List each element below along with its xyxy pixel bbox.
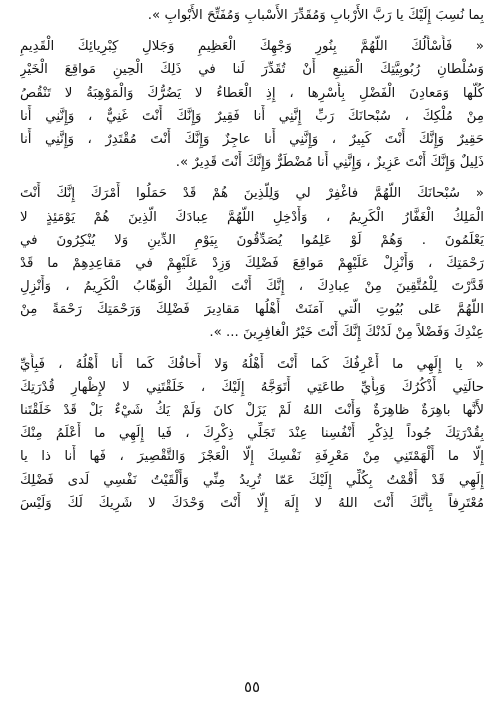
text-line: « يا إِلَهِي ما أَعْرِفُكَ كَما أَنْتَ أَهْلُهُ وَلا أَخافُكَ كَما أَنا أَهْلُهُ ، فَبِأَيِّ <box>20 356 484 372</box>
paragraph-1 <box>20 4 484 27</box>
text-line: وَسُلْطانِ رُبُوبِيَّتِكَ الْمَنِيعِ أَنْ تُقَدِّرَ لَنا في ذَلِكَ الْحِينِ مَواقِعَ الْخَيْرِ <box>20 62 484 78</box>
text-line: كُلَّها وَمَعادِنَ الْفَضْلِ بِأَسْرِها ، إِذِ الْعَطاءُ لا يَضُرُّكَ وَالْمَوْهِبَةُ لا تَنْقُصُ <box>20 85 484 101</box>
text-line: « سُبْحانَكَ اللَّهُمَّ فاغْفِرْ لي وَلِلَّذِينَ هُمْ قَدْ حَمَلُوا أَمْرَكَ إِنَّكَ أَنْتَ <box>20 186 484 202</box>
text-line: إِلَهِي قَدْ أَقْمْتُ بِكُلِّي إِلَيْكَ عَمّا تُرِيدُ مِنِّي وَأَلْقَيْتُ نَفْسِي لَدى فَضْلِكَ <box>20 472 484 488</box>
body-text <box>20 4 484 515</box>
page-number: ٥٥ <box>243 678 261 696</box>
paragraph-gap <box>20 174 484 182</box>
text-line: مُعْتَرِفاً بِأَنَّكَ أَنْتَ اللهُ لا إِلَهَ إِلّا أَنْتَ وَحْدَكَ لا شَرِيكَ لَكَ وَلَيْسَ <box>20 495 484 511</box>
text-line: بِما نُسِبَ إِلَيْكَ يا رَبَّ الأَرْبابِ وَمُقَدِّرَ الأَسْبابِ وَمُفَتِّحَ الأَبْوابِ ». <box>147 8 484 23</box>
paragraph-2 <box>20 35 484 174</box>
text-line: الْمَلِكُ الْغَفَّارُ الْكَرِيمُ ، وَأَدْخِلِ اللَّهُمَّ عِبادَكَ الَّذِينَ هُمْ يَوْمَئِذٍ لا <box>20 209 484 225</box>
text-line: عِنْدِكَ وَفَضْلاً مِنْ لَدُنْكَ إِنَّكَ أَنْتَ خَيْرُ الْغافِرِينَ ... ». <box>209 325 484 341</box>
text-line: حَقِيرٌ وَإِنَّكَ أَنْتَ كَبِيرٌ ، وَإِنَّنِي أَنا عاجِزٌ وَإِنَّكَ أَنْتَ مُقْتَدِرٌ ، وَإِنَّنِي أَنا <box>20 131 484 147</box>
text-line: ذَلِيلٌ وَإِنَّكَ أَنْتَ عَزِيزٌ ، وَإِنَّنِي أَنا مُضْطَرٌّ وَإِنَّكَ أَنْتَ قَدِيرٌ ». <box>175 155 484 171</box>
paragraph-gap <box>20 27 484 35</box>
text-line: لأَنَّها باهِرَةٌ ظاهِرَةٌ وَأَنْتَ اللهُ لَمْ يَزَلْ كانَ وَلَمْ يَكُ شَيْءٌ بَلْ قَدْ خَلَقْتَنا <box>20 403 484 418</box>
text-line: إِلّا ما أَلْهَمْتَنِي مِنْ مَعْرِفَةِ نَفْسِكَ إِلّا الْعَجْزَ وَالتَّقْصِيرَ ، فَها أَنا ذا يا <box>20 449 484 465</box>
text-line: رَحْمَتِكَ ، وَأَنْزِلْ عَلَيْهِمْ مَواقِعَ فَضْلِكَ وَزِدْ عَلَيْهِمْ في مَقاعِدِهِمْ ما قَدْ <box>20 255 484 271</box>
text-line: حالَتِي أَذْكُرُكَ وَبِأَيِّ طاعَتِي أَتَوَجَّهُ إِلَيْكَ ، خَلَقْتَنِي لا لإِظْهارِ قُدْرَتِكَ <box>20 379 484 395</box>
paragraph-gap <box>20 345 484 353</box>
text-line: بِقُدْرَتِكَ جُوداً لِذِكْرِ أَنْفُسِنا عِنْدَ تَجَلِّي ذِكْرِكَ ، فَيا إِلَهِي ما أَعْلَمُ مِنْكَ <box>20 426 484 442</box>
text-line: « فَأَسْأَلُكَ اللَّهُمَّ بِنُورِ وَجْهِكَ الْعَظِيمِ وَجَلالِ كِبْرِيائِكَ الْقَدِيمِ <box>20 39 484 55</box>
paragraph-3 <box>20 182 484 344</box>
text-line: مِنْ مُلْكِكَ ، سُبْحانَكَ رَبِّ إِنَّنِي أَنا فَقِيرٌ وَإِنَّكَ أَنْتَ غَنِيٌّ ، وَإِنَّنِي أَنا <box>20 108 484 124</box>
paragraph-4 <box>20 353 484 515</box>
text-line: اللَّهُمَّ عَلى بُيُوتِ الَّتي آمَنَتْ أَهْلُها مَقادِيرَ فَضْلِكَ وَرَحْمَتِكَ رَحْمَةً مِنْ <box>20 302 484 318</box>
text-line: يَعْلَمُونَ . وَهُمْ لَوْ عَلِمُوا يُصَدِّقُونَ بِيَوْمِ الدِّينِ وَلا يُنْكِرُونَ في <box>20 232 484 248</box>
text-line: قَدَّرْتَ لِلْمُتَّقِينَ مِنْ عِبادِكَ ، إِنَّكَ أَنْتَ الْمَلِكُ الْوَهّابُ الْكَرِيمُ ، وَأَنْزِلِ <box>20 279 484 295</box>
